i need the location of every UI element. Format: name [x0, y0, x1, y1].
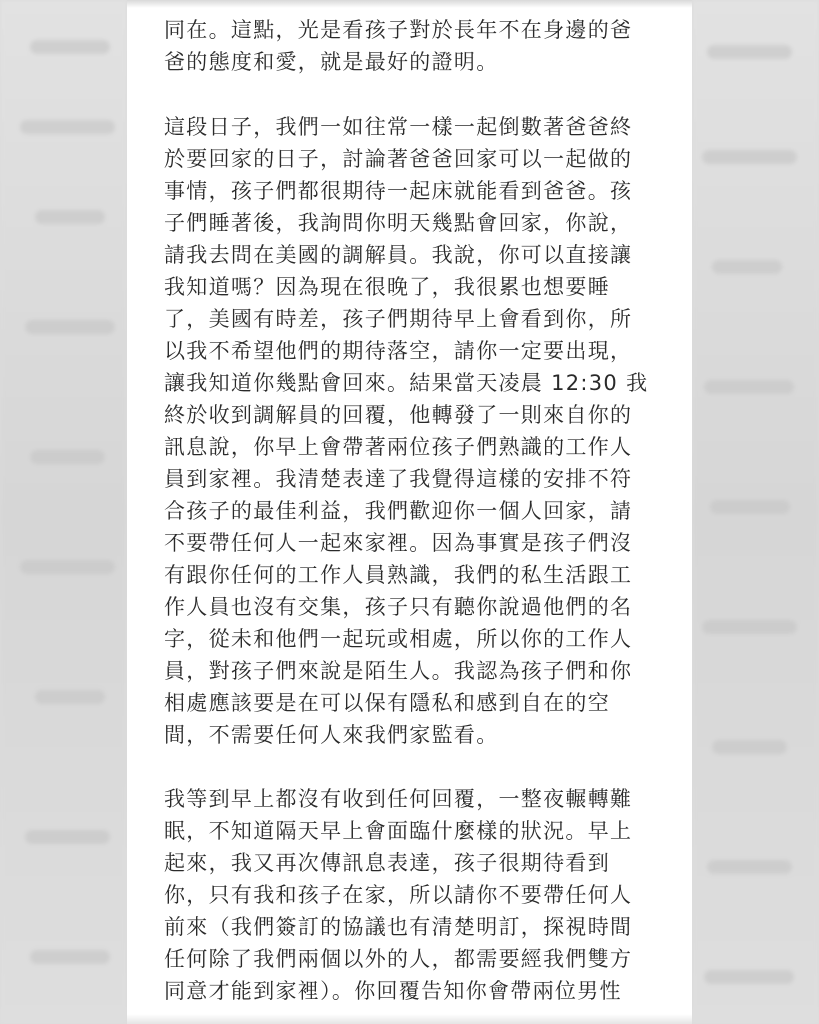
paragraph-1: 同在。這點，光是看孩子對於長年不在身邊的爸 爸的態度和愛，就是最好的證明。 — [164, 18, 633, 74]
cut-off-text-top — [127, 0, 692, 8]
blurred-background-left — [0, 0, 127, 1024]
blurred-background-right — [692, 0, 819, 1024]
cut-off-text-bottom — [127, 1014, 692, 1024]
paragraph-3: 我等到早上都沒有收到任何回覆，一整夜輾轉難 眠，不知道隔天早上會面臨什麼樣的狀況。早上 起來，我又再次傳訊息表達，孩子很期待看到 你，只有我和孩子在家，所以請你不要帶任何人 前來（我們簽訂的協議也有清楚明訂，探視時間 任何除了我們兩個以外的人，都需要經我們雙方 同意才能到家裡）。你回覆告知你會帶兩位男性 — [164, 787, 633, 1003]
letter-page — [127, 0, 692, 1024]
paragraph-2: 這段日子，我們一如往常一樣一起倒數著爸爸終 於要回家的日子，討論著爸爸回家可以一起做的 事情，孩子們都很期待一起床就能看到爸爸。孩 子們睡著後，我詢問你明天幾點會回家，你說， 請我去問在美國的調解員。我說，你可以直接讓 我知道嗎？因為現在很晚了，我很累也想要睡 了，美國有時差，孩子們期待早上會看到你，所 以我不希望他們的期待落空，請你一定要出現， 讓我知道你幾點會回來。結果當天凌晨 12:30 我 終於收到調解員的回覆，他轉發了一則來自你的 訊息說，你早上會帶著兩位孩子們熟識的工作人 員到家裡。我清楚表達了我覺得這樣的安排不符 合孩子的最佳利益，我們歡迎你一個人回家，請 不要帶任何人一起來家裡。因為事實是孩子們沒 有跟你任何的工作人員熟識，我們的私生活跟工 作人員也沒有交集，孩子只有聽你說過他們的名 字，從未和他們一起玩或相處，所以你的工作人 員，對孩子們來說是陌生人。我認為孩子們和你 相處應該要是在可以保有隱私和感到自在的空 間，不需要任何人來我們家監看。 — [164, 115, 649, 747]
